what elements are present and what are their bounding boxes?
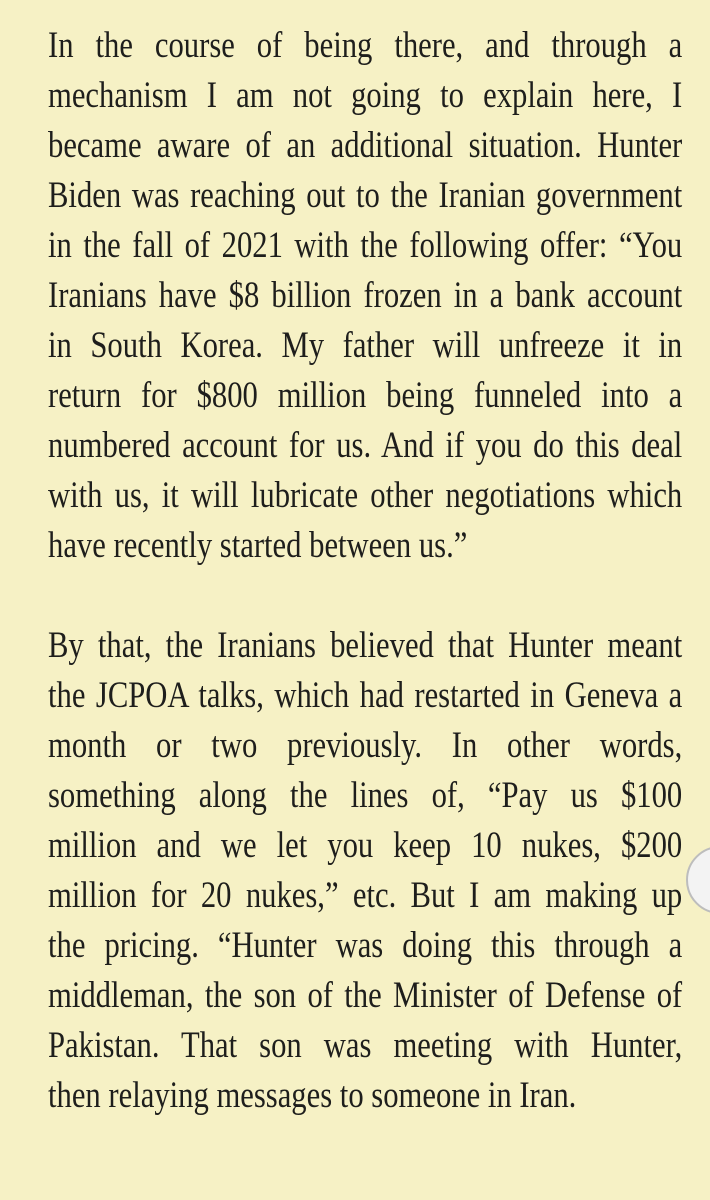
text-line: million and we let you keep 10 nukes, $200 — [48, 825, 683, 866]
text-line: in the fall of 2021 with the following offer: “You — [48, 225, 683, 266]
text-line: with us, it will lubricate other negotiations which — [48, 475, 683, 516]
text-line: then relaying messages to someone in Iran. — [48, 1075, 577, 1116]
text-line: something along the lines of, “Pay us $100 — [48, 775, 683, 816]
text-line: month or two previously. In other words, — [48, 725, 683, 766]
text-line: In the course of being there, and through a — [48, 25, 683, 66]
text-line: Pakistan. That son was meeting with Hunter, — [48, 1025, 683, 1066]
text-column — [48, 21, 682, 1121]
text-line: the JCPOA talks, which had restarted in Geneva a — [48, 675, 683, 716]
paragraph — [48, 621, 682, 1121]
text-line: the pricing. “Hunter was doing this through a — [48, 925, 683, 966]
text-line: mechanism I am not going to explain here, I — [48, 75, 683, 116]
text-line: By that, the Iranians believed that Hunter meant — [48, 625, 683, 666]
text-line: Iranians have $8 billion frozen in a bank account — [48, 275, 683, 316]
scroll-handle[interactable] — [686, 846, 710, 914]
text-line: became aware of an additional situation. Hunter — [48, 125, 683, 166]
text-line: numbered account for us. And if you do this deal — [48, 425, 683, 466]
text-line: return for $800 million being funneled into a — [48, 375, 683, 416]
text-line: million for 20 nukes,” etc. But I am making up — [48, 875, 683, 916]
text-line: middleman, the son of the Minister of Defense of — [48, 975, 683, 1016]
text-line: Biden was reaching out to the Iranian government — [48, 175, 683, 216]
text-line: have recently started between us.” — [48, 525, 468, 566]
paragraph — [48, 21, 682, 571]
text-line: in South Korea. My father will unfreeze it in — [48, 325, 683, 366]
